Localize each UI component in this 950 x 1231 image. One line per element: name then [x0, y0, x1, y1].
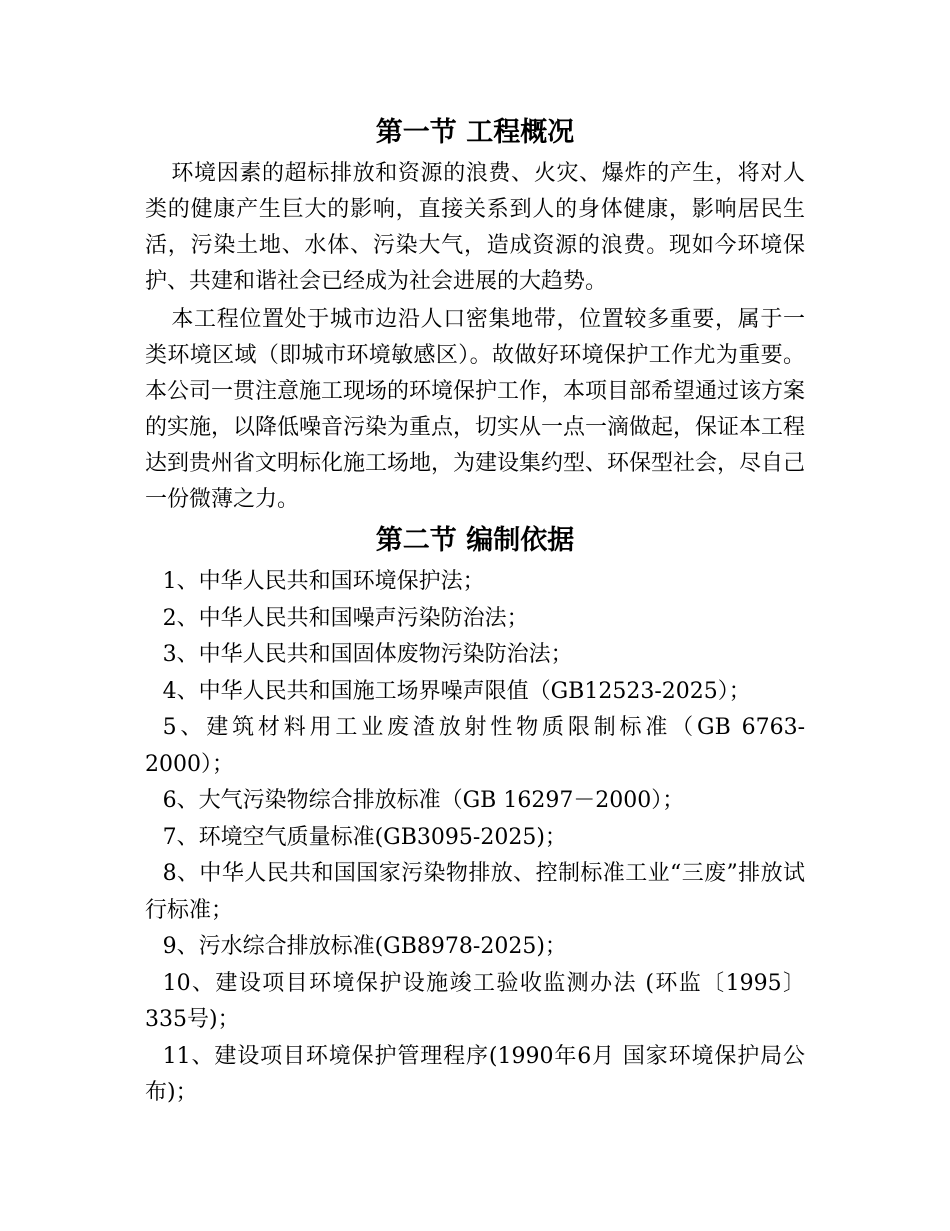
list-item: 9、污水综合排放标准(GB8978-2025)； — [162, 934, 567, 959]
section-1-title: 第一节 工程概况 — [375, 117, 575, 148]
list-item: 8、中华人民共和国国家污染物排放、控制标准工业“三废”排放试行标准； — [145, 861, 805, 923]
list-item: 11、建设项目环境保护管理程序(1990年6月 国家环境保护局公布)； — [145, 1043, 805, 1105]
list-item: 5、建筑材料用工业废渣放射性物质限制标准（GB 6763-2000）； — [145, 715, 805, 777]
list-item: 6、大气污染物综合排放标准（GB 16297－2000）； — [162, 788, 685, 813]
list-item: 7、环境空气质量标准(GB3095-2025)； — [162, 824, 567, 850]
basis-list — [145, 564, 805, 1112]
section-2-title: 第二节 编制依据 — [375, 525, 575, 556]
document-page — [145, 110, 805, 1112]
section-1-paragraph: 本工程位置处于城市边沿人口密集地带，位置较多重要，属于一类环境区域（即城市环境敏感区）。故做好环境保护工作尤为重要。本公司一贯注意施工现场的环境保护工作，本项目部希望通过该方案的实施，以降低噪音污染为重点，切实从一点一滴做起，保证本工程达到贵州省文明标化施工场地，为建设集约型、环保型社会，尽自己一份微薄之力。 — [145, 307, 806, 512]
list-item: 2、中华人民共和国噪声污染防治法； — [162, 605, 529, 631]
list-item: 4、中华人民共和国施工场界噪声限值（GB12523-2025）； — [162, 678, 751, 704]
list-item: 3、中华人民共和国固体废物污染防治法； — [162, 642, 573, 667]
list-item: 10、建设项目环境保护设施竣工验收监测办法 (环监〔1995〕335号)； — [145, 970, 805, 1032]
list-item: 1、中华人民共和国环境保护法； — [162, 569, 485, 594]
section-1-paragraph: 环境因素的超标排放和资源的浪费、火灾、爆炸的产生，将对人类的健康产生巨大的影响，直接关系到人的身体健康，影响居民生活，污染土地、水体、污染大气，造成资源的浪费。现如今环境保护、共建和谐社会已经成为社会进展的大趋势。 — [145, 161, 805, 294]
